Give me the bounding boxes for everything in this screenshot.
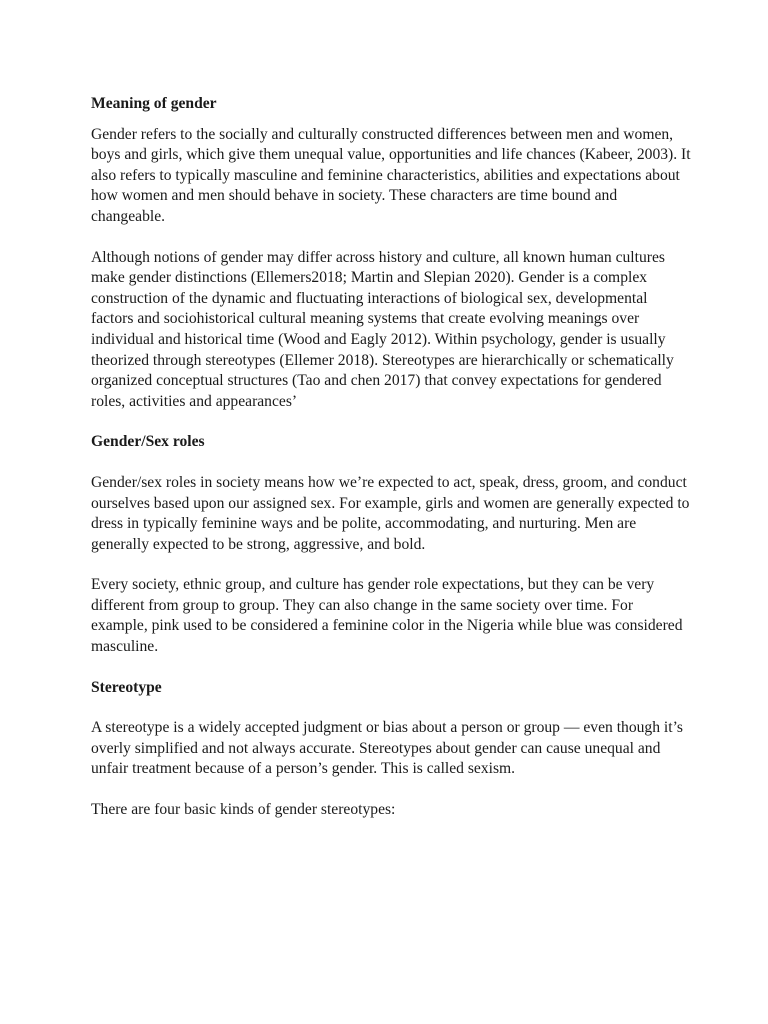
heading-gender-sex-roles: Gender/Sex roles [91,433,205,451]
document-page [91,94,691,821]
paragraph-gender-notions: Although notions of gender may differ across history and culture, all known human cultures make gender distinctions (Ellemers2018; Martin and Slepian 2020). Gender is a complex construction of the dynamic and fluctuating interactions of biological sex, developmental factors and sociohistorical cultural meaning systems that create evolving meanings over individual and historical time (Wood and Eagly 2012). Within psychology, gender is usually theorized through stereotypes (Ellemer 2018). Stereotypes are hierarchically or schematically organized conceptual structures (Tao and chen 2017) that convey expectations for gendered roles, activities and appearances’ [91,248,674,410]
heading-stereotype: Stereotype [91,678,162,696]
paragraph-gender-definition: Gender refers to the socially and culturally constructed differences between men and women, boys and girls, which give them unequal value, opportunities and life chances (Kabeer, 2003). It also refers to typically masculine and feminine characteristics, abilities and expectations about how women and men should behave in society. These characters are time bound and changeable. [91,125,691,225]
paragraph-role-expectations: Every society, ethnic group, and culture has gender role expectations, but they can be very different from group to group. They can also change in the same society over time. For example, pink used to be considered a feminine color in the Nigeria while blue was considered masculine. [91,576,683,656]
paragraph-four-kinds: There are four basic kinds of gender stereotypes: [91,801,396,819]
paragraph-stereotype-definition: A stereotype is a widely accepted judgment or bias about a person or group — even though it’s overly simplified and not always accurate. Stereotypes about gender can cause unequal and unfair treatment because of a person’s gender. This is called sexism. [91,719,683,778]
paragraph-sex-roles: Gender/sex roles in society means how we’re expected to act, speak, dress, groom, and conduct ourselves based upon our assigned sex. For example, girls and women are generally expected to dress in typically feminine ways and be polite, accommodating, and nurturing. Men are generally expected to be strong, aggressive, and bold. [91,473,690,553]
heading-meaning-of-gender: Meaning of gender [91,95,217,112]
